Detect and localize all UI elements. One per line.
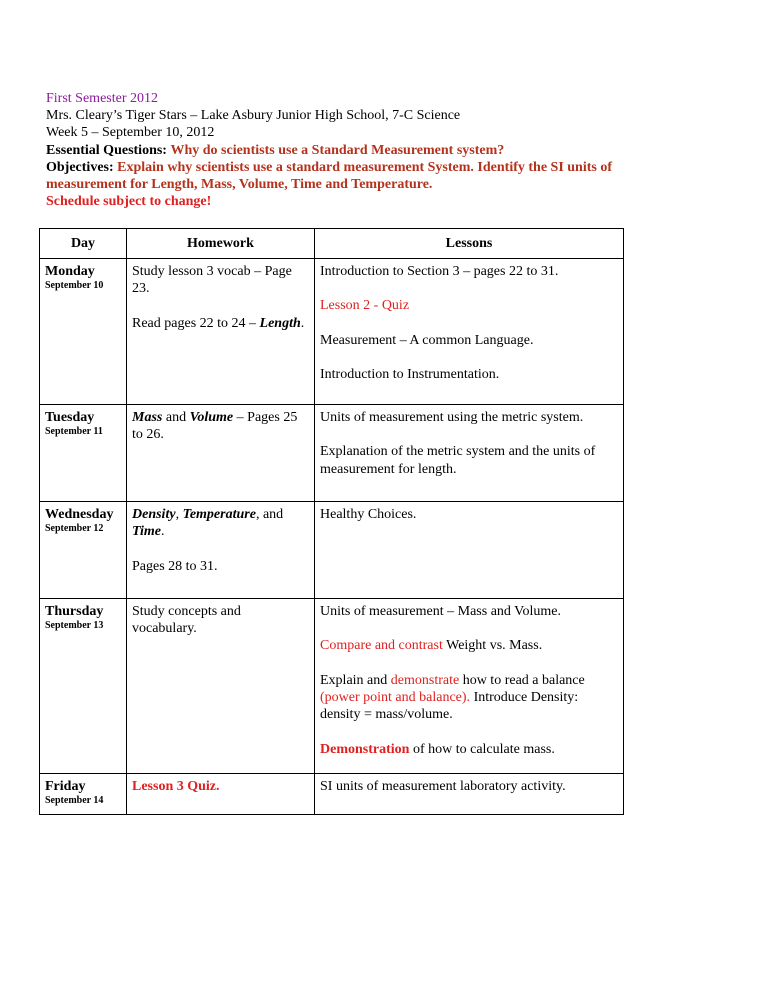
essential-text: Why do scientists use a Standard Measurement system? xyxy=(170,142,505,158)
table-row-thursday xyxy=(40,599,624,774)
day-date: September 10 xyxy=(45,280,104,292)
day-cell xyxy=(40,502,127,599)
lesson-highlight: demonstrate xyxy=(390,672,460,688)
lesson-highlight: Demonstration xyxy=(320,741,410,757)
lesson-item: Units of measurement using the metric system. xyxy=(320,410,584,425)
lesson-item: Introduction to Instrumentation. xyxy=(320,367,500,383)
lesson-item: Healthy Choices. xyxy=(320,507,417,522)
homework-keyword: Density xyxy=(132,507,176,522)
table-header-row xyxy=(40,229,624,259)
semester-title: First Semester 2012 xyxy=(46,91,158,106)
document-header xyxy=(46,90,686,210)
lesson-item: Explanation of the metric system and the units of measurement for length. xyxy=(320,444,596,477)
homework-cell xyxy=(127,259,315,405)
homework-text: . xyxy=(161,524,165,540)
table-row-tuesday xyxy=(40,405,624,502)
schedule-table xyxy=(39,228,624,815)
homework-text: . xyxy=(300,315,305,331)
lesson-highlight: Compare and contrast xyxy=(320,638,443,654)
day-cell xyxy=(40,259,127,405)
day-name: Wednesday xyxy=(45,507,114,522)
homework-keyword: Mass xyxy=(132,410,163,425)
day-name: Tuesday xyxy=(45,410,95,425)
objectives xyxy=(46,159,686,176)
lesson-text: Weight vs. Mass. xyxy=(442,638,543,654)
objectives-label: Objectives: xyxy=(46,159,114,175)
essential-questions xyxy=(46,142,686,159)
lessons-cell xyxy=(315,774,624,815)
lesson-item: Units of measurement – Mass and Volume. xyxy=(320,604,561,619)
homework-cell xyxy=(127,502,315,599)
lesson-item: Introduction to Section 3 – pages 22 to 31. xyxy=(320,264,559,279)
day-date: September 14 xyxy=(45,795,104,807)
lesson-item xyxy=(320,672,618,724)
header-lessons: Lessons xyxy=(315,229,624,259)
day-date: September 12 xyxy=(45,523,104,535)
objectives-text-2: measurement for Length, Mass, Volume, Time and Temperature. xyxy=(46,177,433,193)
homework-item: Study lesson 3 vocab – Page 23. xyxy=(132,264,292,297)
homework-keyword: Time xyxy=(132,524,162,540)
lesson-item: Lesson 2 - Quiz xyxy=(320,298,410,314)
objectives-text-1: Explain why scientists use a standard measurement System. Identify the SI units of xyxy=(117,159,612,175)
day-name: Friday xyxy=(45,779,86,794)
day-date: September 11 xyxy=(45,426,103,438)
lessons-cell xyxy=(315,599,624,774)
day-date: September 13 xyxy=(45,620,104,632)
homework-cell xyxy=(127,405,315,502)
essential-label: Essential Questions: xyxy=(46,142,167,158)
homework-text: , and xyxy=(255,507,284,522)
day-name: Thursday xyxy=(45,604,104,619)
homework-text: Read pages 22 to 24 – xyxy=(132,315,257,331)
header-homework: Homework xyxy=(127,229,315,259)
table-row-wednesday xyxy=(40,502,624,599)
homework-text: , xyxy=(175,507,183,522)
homework-item xyxy=(132,506,309,540)
lesson-text: Explain and xyxy=(320,672,391,688)
lesson-item xyxy=(320,637,618,654)
homework-item: Study concepts and vocabulary. xyxy=(132,604,241,637)
header-day: Day xyxy=(40,229,127,259)
lessons-cell xyxy=(315,405,624,502)
week-line: Week 5 – September 10, 2012 xyxy=(46,125,215,141)
homework-item xyxy=(132,315,309,332)
lesson-text: how to read a balance xyxy=(459,672,585,688)
lesson-item xyxy=(320,741,618,758)
table-row-friday xyxy=(40,774,624,815)
lesson-highlight: (power point and balance). xyxy=(320,689,471,705)
homework-text: and xyxy=(162,410,190,425)
homework-item: Lesson 3 Quiz. xyxy=(132,779,220,794)
lesson-item: Measurement – A common Language. xyxy=(320,332,534,348)
class-line: Mrs. Cleary’s Tiger Stars – Lake Asbury Junior High School, 7-C Science xyxy=(46,108,461,124)
homework-cell xyxy=(127,599,315,774)
day-cell xyxy=(40,599,127,774)
lessons-cell xyxy=(315,259,624,405)
homework-item: Pages 28 to 31. xyxy=(132,558,218,574)
homework-keyword: Volume xyxy=(189,410,234,425)
lesson-text: Introduce Density: density = mass/volume. xyxy=(320,689,579,723)
homework-keyword: Length xyxy=(259,315,301,331)
homework-keyword: Temperature xyxy=(182,507,256,522)
day-name: Monday xyxy=(45,264,95,279)
lesson-text: of how to calculate mass. xyxy=(409,741,555,757)
lesson-item: SI units of measurement laboratory activity. xyxy=(320,779,566,794)
homework-item xyxy=(132,409,309,443)
table-row-monday xyxy=(40,259,624,405)
lessons-cell xyxy=(315,502,624,599)
day-cell xyxy=(40,405,127,502)
homework-text: – Pages 25 to 26. xyxy=(132,410,298,443)
day-cell xyxy=(40,774,127,815)
schedule-note: Schedule subject to change! xyxy=(46,194,212,210)
homework-cell xyxy=(127,774,315,815)
